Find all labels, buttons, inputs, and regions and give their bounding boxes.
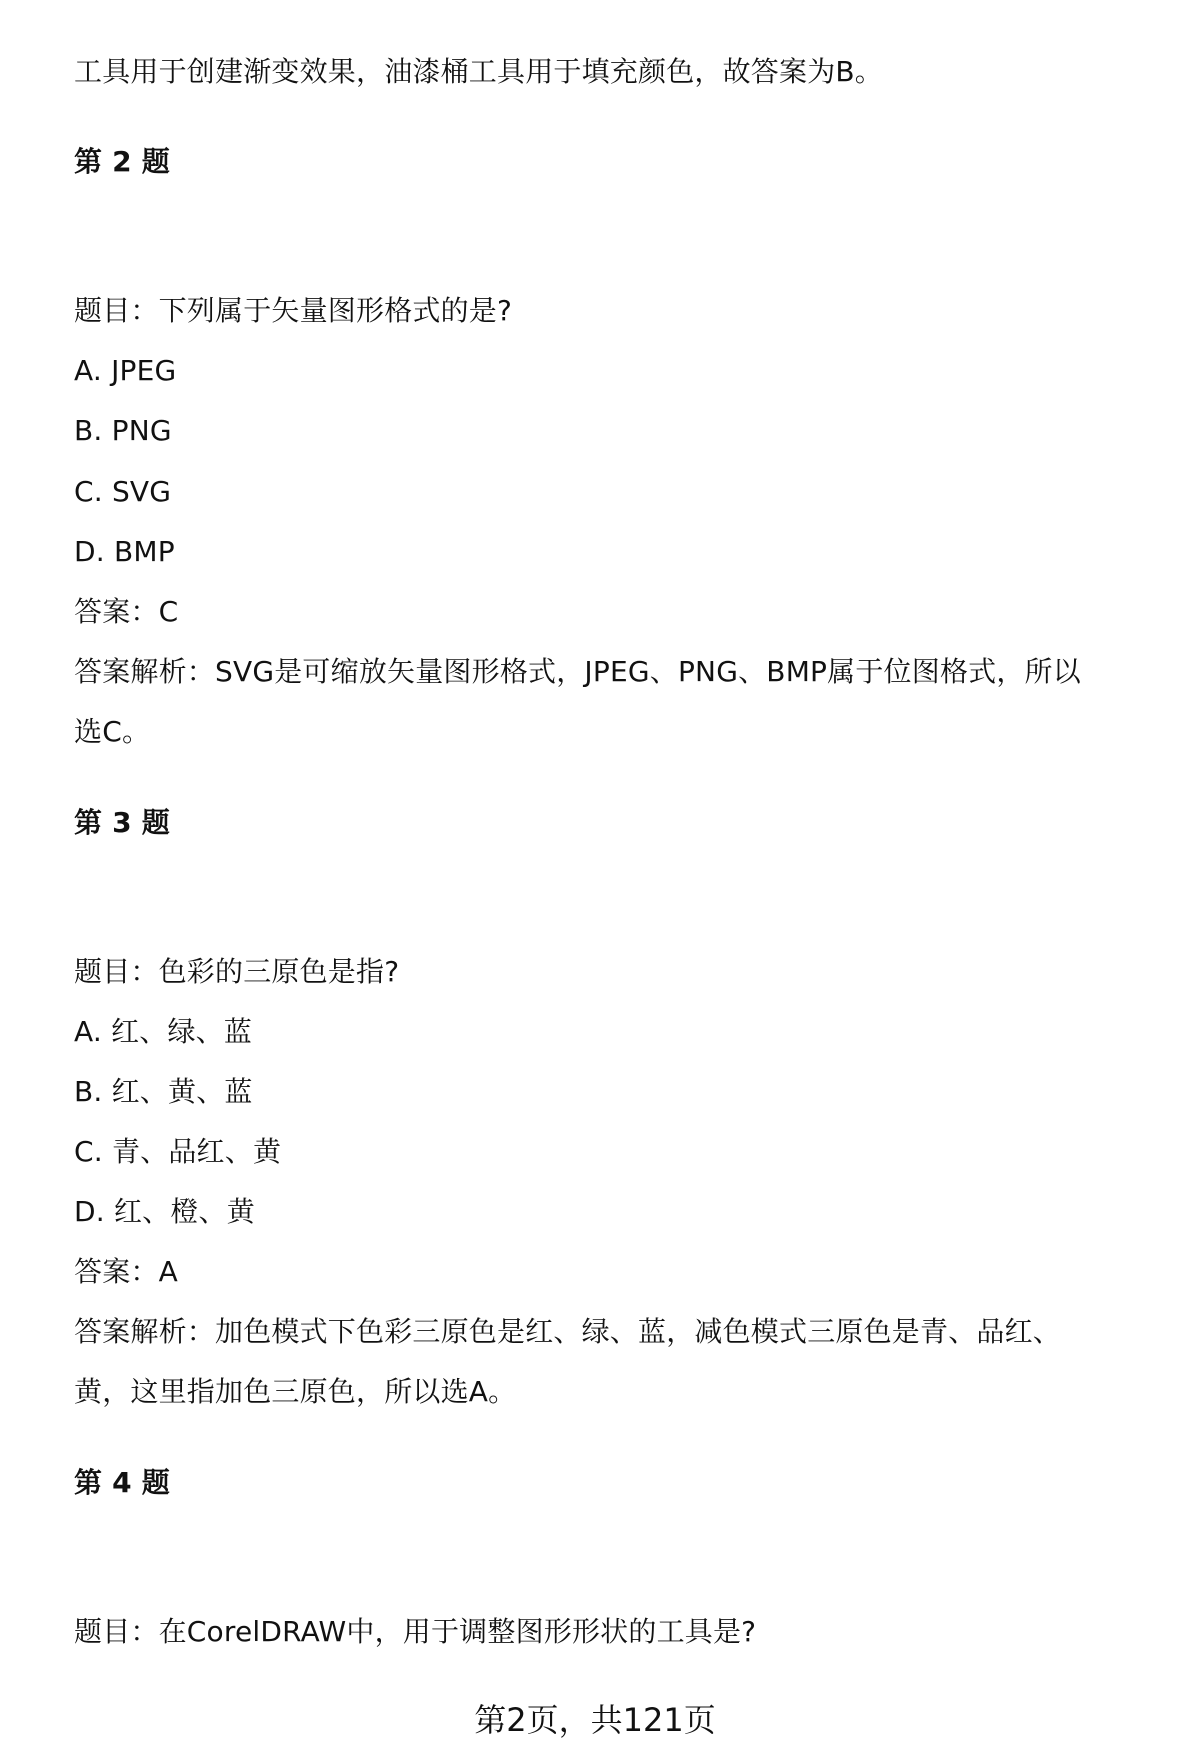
question-2-answer: 答案：C	[74, 595, 179, 628]
question-4-heading: 第 4 题	[74, 1466, 170, 1499]
question-3-prompt: 题目：色彩的三原色是指?	[74, 955, 400, 988]
question-2-option-d: D. BMP	[74, 535, 175, 568]
question-3-option-a: A. 红、绿、蓝	[74, 1015, 253, 1048]
question-2-explanation-line-2: 选C。	[74, 715, 151, 748]
question-3-option-b: B. 红、黄、蓝	[74, 1075, 253, 1108]
question-2-prompt: 题目：下列属于矢量图形格式的是?	[74, 294, 513, 327]
page-number-footer: 第2页，共121页	[474, 1701, 716, 1739]
question-4-prompt: 题目：在CorelDRAW中，用于调整图形形状的工具是?	[74, 1615, 757, 1648]
question-3-answer: 答案：A	[74, 1255, 178, 1288]
question-3-heading: 第 3 题	[74, 806, 170, 839]
question-3-explanation-line-2: 黄，这里指加色三原色，所以选A。	[74, 1375, 517, 1408]
question-3-explanation-line-1: 答案解析：加色模式下色彩三原色是红、绿、蓝，减色模式三原色是青、品红、	[74, 1315, 1062, 1348]
question-2-option-a: A. JPEG	[74, 354, 177, 387]
question-2-explanation-line-1: 答案解析：SVG是可缩放矢量图形格式，JPEG、PNG、BMP属于位图格式，所以	[74, 655, 1081, 688]
question-3-option-d: D. 红、橙、黄	[74, 1195, 255, 1228]
question-2-heading: 第 2 题	[74, 145, 170, 178]
previous-explanation-tail: 工具用于创建渐变效果，油漆桶工具用于填充颜色，故答案为B。	[74, 55, 884, 88]
question-3-option-c: C. 青、品红、黄	[74, 1135, 282, 1168]
question-2-option-b: B. PNG	[74, 414, 172, 447]
question-2-option-c: C. SVG	[74, 475, 172, 508]
